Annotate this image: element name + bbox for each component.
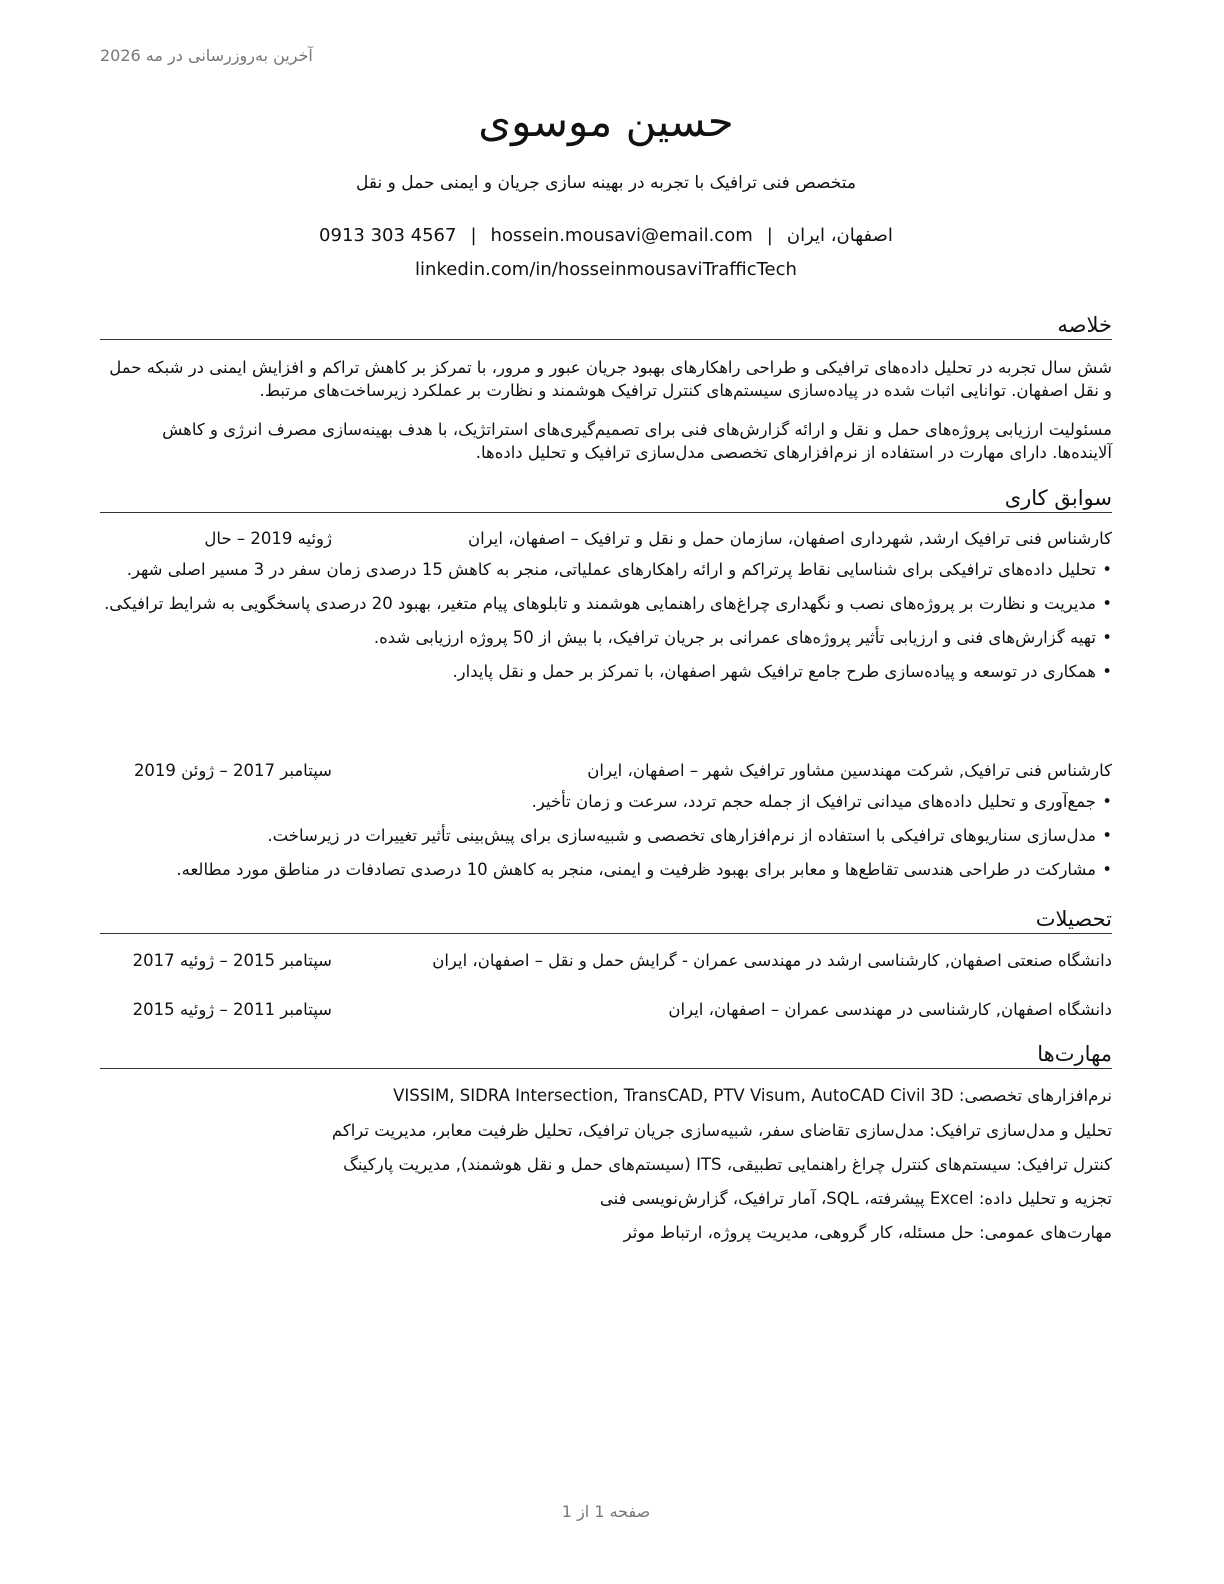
email-link[interactable]: hossein.mousavi@email.com <box>490 225 753 246</box>
linkedin-link[interactable]: linkedin.com/in/hosseinmousaviTrafficTech <box>415 259 797 280</box>
skill-line: تجزیه و تحلیل داده: Excel پیشرفته، SQL، آمار ترافیک، گزارش‌نویسی فنی <box>599 1189 1112 1208</box>
job-title: کارشناس فنی ترافیک, شرکت مهندسین مشاور ترافیک شهر – اصفهان، ایران <box>587 761 1112 780</box>
experience-heading: سوابق کاری <box>100 485 1112 513</box>
person-name: حسین موسوی <box>478 97 734 146</box>
contact-separator: | <box>766 225 773 246</box>
job-header <box>100 760 1112 782</box>
page-number: صفحه 1 از 1 <box>561 1502 651 1521</box>
list-item: • مدل‌سازی سناریوهای ترافیکی با استفاده از نرم‌افزارهای تخصصی و شبیه‌سازی برای پیش‌بینی تأثیر تغییرات در زیرساخت. <box>100 824 1112 848</box>
degree-title: دانشگاه صنعتی اصفهان, کارشناسی ارشد در مهندسی عمران - گرایش حمل و نقل – اصفهان، ایران <box>432 951 1112 970</box>
skill-line: مهارت‌های عمومی: حل مسئله، کار گروهی، مدیریت پروژه، ارتباط موثر <box>623 1223 1112 1242</box>
list-item: • جمع‌آوری و تحلیل داده‌های میدانی ترافیک از جمله حجم تردد، سرعت و زمان تأخیر. <box>100 790 1112 814</box>
job-dates: سپتامبر 2017 – ژوئن 2019 <box>133 761 332 780</box>
degree-dates: سپتامبر 2015 – ژوئیه 2017 <box>132 951 332 970</box>
job-title: کارشناس فنی ترافیک ارشد, شهرداری اصفهان، سازمان حمل و نقل و ترافیک – اصفهان، ایران <box>467 529 1112 548</box>
skills-heading: مهارت‌ها <box>100 1041 1112 1069</box>
location: اصفهان، ایران <box>786 225 893 246</box>
resume-page <box>100 0 1112 1584</box>
job-bullets <box>100 790 1112 892</box>
job-bullets <box>100 558 1112 694</box>
degree-dates: سپتامبر 2011 – ژوئیه 2015 <box>132 1000 332 1019</box>
skill-line: تحلیل و مدل‌سازی ترافیک: مدل‌سازی تقاضای سفر، شبیه‌سازی جریان ترافیک، تحلیل ظرفیت معابر، مدیریت تراکم <box>331 1121 1112 1140</box>
job-dates: ژوئیه 2019 – حال <box>204 529 332 548</box>
skill-line: نرم‌افزارهای تخصصی: VISSIM, SIDRA Intersection, TransCAD, PTV Visum, AutoCAD Civil 3D <box>393 1086 1112 1105</box>
education-entry <box>100 950 1112 972</box>
job-header <box>100 528 1112 550</box>
list-item: • مشارکت در طراحی هندسی تقاطع‌ها و معابر برای بهبود ظرفیت و ایمنی، منجر به کاهش 10 درصدی تصادفات در مناطق مورد مطالعه. <box>100 858 1112 882</box>
education-heading: تحصیلات <box>100 906 1112 934</box>
list-item: • تهیه گزارش‌های فنی و ارزیابی تأثیر پروژه‌های عمرانی بر جریان ترافیک، با بیش از 50 پروژه ارزیابی شده. <box>100 626 1112 650</box>
skill-line: کنترل ترافیک: سیستم‌های کنترل چراغ راهنمایی تطبیقی، ITS (سیستم‌های حمل و نقل هوشمند), مدیریت پارکینگ <box>343 1155 1112 1174</box>
contact-line <box>100 224 1112 248</box>
last-updated: آخرین به‌روزرسانی در مه 2026 <box>100 46 313 65</box>
degree-title: دانشگاه اصفهان, کارشناسی در مهندسی عمران – اصفهان، ایران <box>668 1000 1112 1019</box>
list-item: • تحلیل داده‌های ترافیکی برای شناسایی نقاط پرتراکم و ارائه راهکارهای عملیاتی، منجر به کاهش 15 درصدی زمان سفر در 3 مسیر اصلی شهر. <box>100 558 1112 582</box>
contact-separator: | <box>470 225 477 246</box>
job-subtitle: متخصص فنی ترافیک با تجربه در بهینه سازی جریان و ایمنی حمل و نقل <box>356 173 856 193</box>
summary-heading: خلاصه <box>100 312 1112 340</box>
list-item: • مدیریت و نظارت بر پروژه‌های نصب و نگهداری چراغ‌های راهنمایی هوشمند و تابلوهای پیام متغیر، بهبود 20 درصدی پاسخگویی به شرایط ترافیکی. <box>100 592 1112 616</box>
summary-paragraph: شش سال تجربه در تحلیل داده‌های ترافیکی و طراحی راهکارهای بهبود جریان عبور و مرور، با تمرکز بر کاهش تراکم و افزایش ایمنی در شبکه حمل و نقل اصفهان. توانایی اثبات شده در پیاده‌سازی سیستم‌های کنترل ترافیک هوشمند و نظارت بر عملکرد زیرساخت‌های مرتبط. <box>109 358 1112 400</box>
summary-paragraph: مسئولیت ارزیابی پروژه‌های حمل و نقل و ارائه گزارش‌های فنی برای تصمیم‌گیری‌های استراتژیک، با هدف بهینه‌سازی مصرف انرژی و کاهش آلاینده‌ها. دارای مهارت در استفاده از نرم‌افزارهای تخصصی مدل‌سازی ترافیک و تحلیل داده‌ها. <box>162 420 1112 462</box>
education-entry <box>100 999 1112 1021</box>
list-item: • همکاری در توسعه و پیاده‌سازی طرح جامع ترافیک شهر اصفهان، با تمرکز بر حمل و نقل پایدار. <box>100 660 1112 684</box>
phone-number: 0913 303 4567 <box>319 225 457 246</box>
